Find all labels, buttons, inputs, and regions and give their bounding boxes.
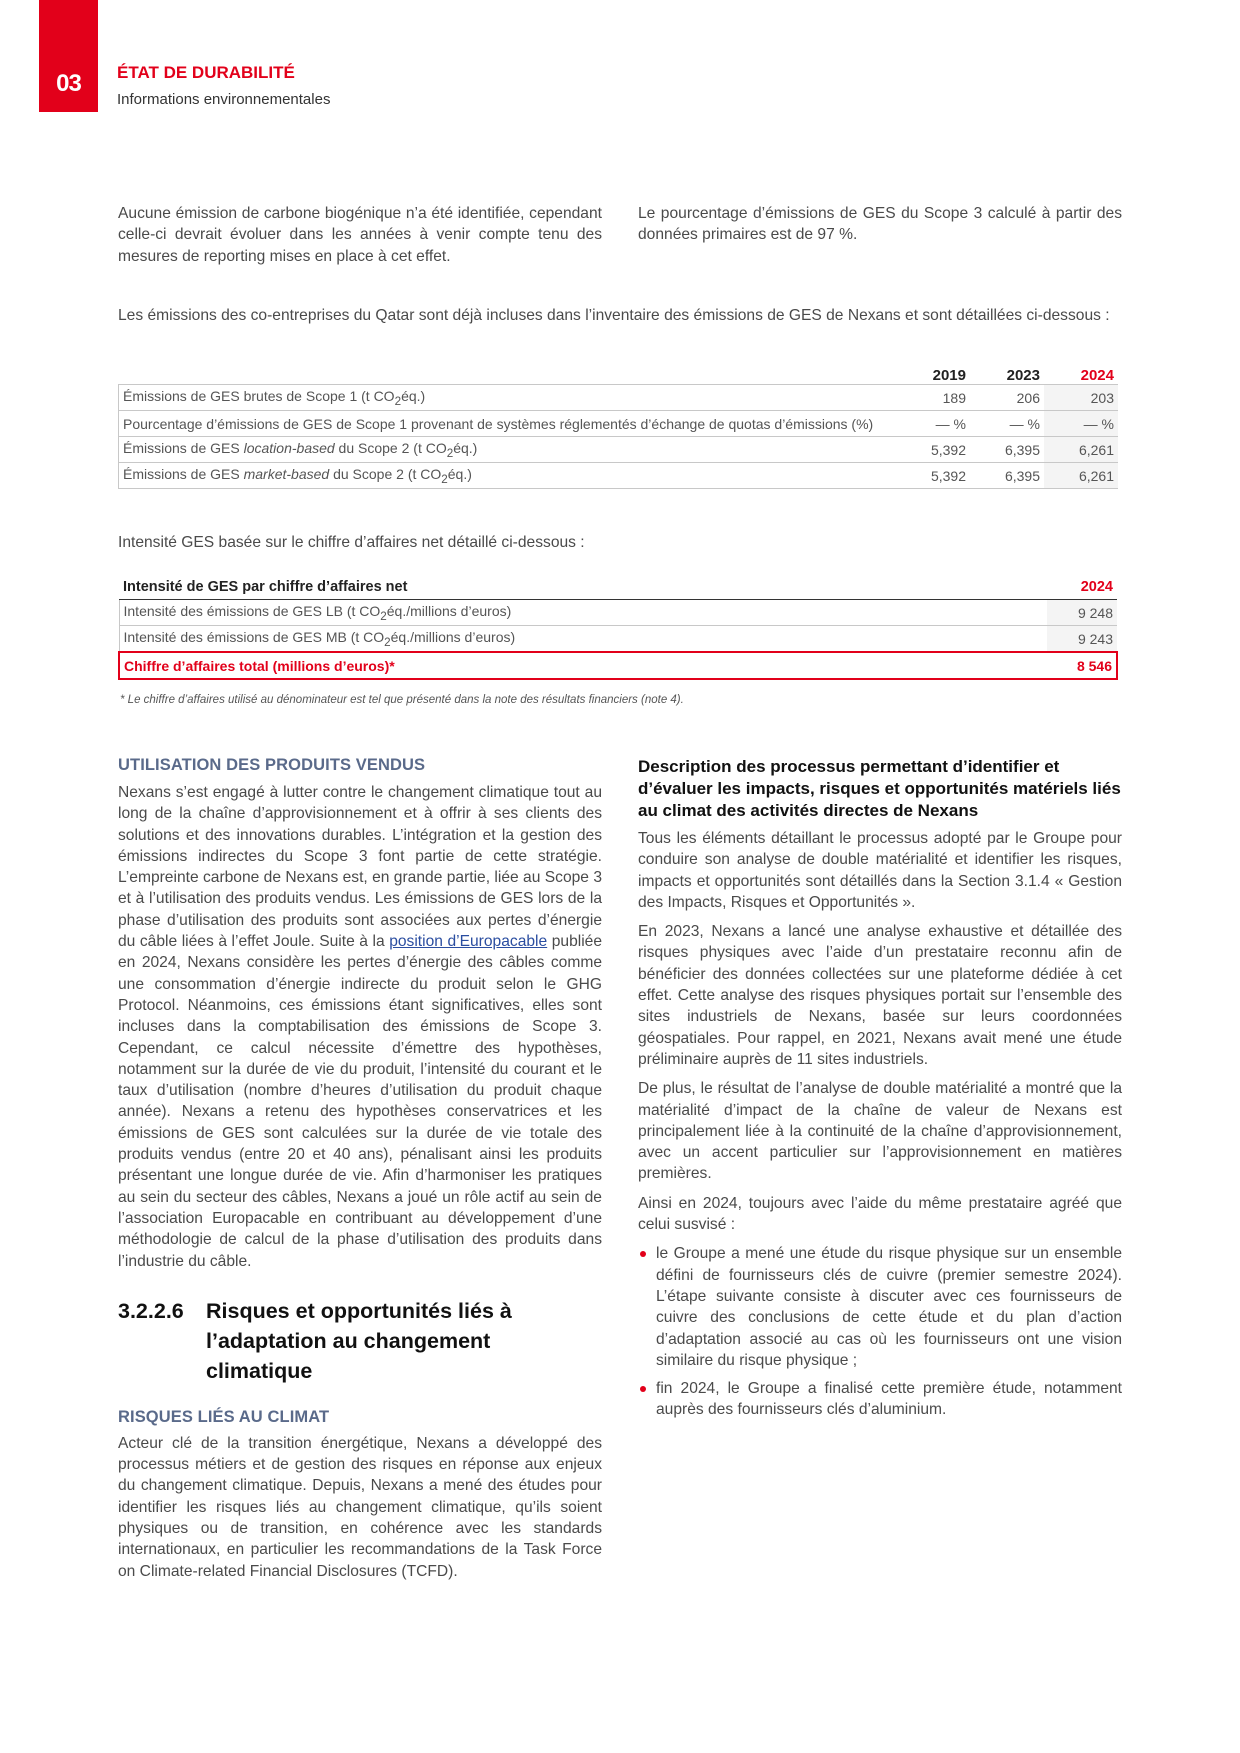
section-title: Risques et opportunités liés à l’adaptation au changement climatique — [206, 1298, 512, 1383]
process-paragraph-1: Tous les éléments détaillant le processus adopté par le Groupe pour conduire son analyse de double matérialité et identifier les risques, impacts et opportunités sont détaillés dans la Section 3.1.4 « Gestion des Impacts, Risques et Opportunités ». — [638, 830, 1122, 911]
cell-value: 9 248 — [1047, 600, 1117, 626]
ghg-intensity-table — [118, 575, 1118, 680]
cell-2023: — % — [970, 411, 1044, 437]
row-label: Émissions de GES location-based du Scope 2 (t $CO_2éq$.) — [119, 437, 897, 463]
table-footnote: * Le chiffre d’affaires utilisé au dénominateur est tel que présenté dans la note des résultats financiers (note 4). — [120, 694, 684, 706]
total-value: 8 546 — [1047, 652, 1117, 679]
process-paragraph-2: En 2023, Nexans a lancé une analyse exhaustive et détaillée des risques physiques avec l’aide d’un prestataire reconnu afin de bénéficier des données collectées sur une plateforme dédiée à cet effet. Cette analyse des risques physiques portait sur l’ensemble des sites industriels de Nexans, basée sur leurs coordonnées géospatiales. Pour rappel, en 2021, Nexans avait mené une étude préliminaire auprès de 11 sites industriels. — [638, 923, 1122, 1068]
table-row — [119, 411, 1119, 437]
row-label: Intensité des émissions de GES LB (t $CO_2éq$./millions d’euros) — [119, 600, 1047, 626]
intensity-header-label: Intensité de GES par chiffre d’affaires net — [119, 575, 1047, 600]
table-row — [119, 600, 1117, 626]
chapter-tab — [39, 0, 98, 112]
row-label: Intensité des émissions de GES MB (t $CO_2éq$./millions d’euros) — [119, 626, 1047, 653]
cell-2019: — % — [896, 411, 970, 437]
page-section-title: ÉTAT DE DURABILITÉ — [117, 63, 295, 82]
climate-risks-paragraph: Acteur clé de la transition énergétique, Nexans a développé des processus métiers et de gestion des risques en réponse aux enjeux du changement climatique. Depuis, Nexans a mené des études pour identifier les risques liés au changement climatique, qu’ils soient physiques ou de transition, en cohérence avec les standards internationaux, en particulier les recommandations de la Task Force on Climate-related Financial Disclosures (TCFD). — [118, 1434, 602, 1580]
process-paragraph-3: De plus, le résultat de l’analyse de double matérialité a montré que la matérialité d’impact de la chaîne de valeur de Nexans est principalement liée à la continuité de la chaîne d’approvisionnement, avec un accent particulier sur l’approvisionnement en matières premières. — [638, 1080, 1122, 1183]
table-header-row — [119, 362, 1119, 385]
table-row — [119, 437, 1119, 463]
row-label: Émissions de GES market-based du Scope 2 (t $CO_2éq$.) — [119, 463, 897, 489]
list-item: fin 2024, le Groupe a finalisé cette première étude, notamment auprès des fournisseurs clés d’aluminium. — [638, 1378, 1122, 1421]
cell-value: 9 243 — [1047, 626, 1117, 653]
total-label: Chiffre d’affaires total (millions d’euros)* — [119, 652, 1047, 679]
process-paragraph-4: Ainsi en 2024, toujours avec l’aide du même prestataire agréé que celui susvisé : — [638, 1194, 1122, 1234]
europacable-position-link[interactable]: position d’Europacable — [389, 933, 548, 951]
intensity-header-year: 2024 — [1047, 575, 1117, 600]
list-item: le Groupe a mené une étude du risque physique sur un ensemble défini de fournisseurs clés de cuivre (premier semestre 2024). L’étape suivante consiste à discuter avec ces fournisseurs de cuivre des conclusions de cette étude et du plan d’action d’adaptation associé au cas où les fournisseurs ont une vision similaire du risque physique ; — [638, 1243, 1122, 1371]
row-label: Pourcentage d’émissions de GES de Scope 1 provenant de systèmes réglementés d’échange de quotas d’émissions (%) — [119, 411, 897, 437]
left-column — [118, 756, 602, 1582]
cell-2023: 6,395 — [970, 437, 1044, 463]
total-revenue-row — [119, 652, 1117, 679]
year-header-current: 2024 — [1080, 367, 1114, 384]
qatar-emissions-table — [118, 362, 1118, 489]
cell-2024: 203 — [1044, 385, 1118, 411]
chapter-number: 03 — [56, 70, 81, 97]
bullet-list — [638, 1243, 1122, 1420]
cell-2024: — % — [1044, 411, 1118, 437]
cell-2024: 6,261 — [1044, 437, 1118, 463]
year-header: 2023 — [1006, 367, 1040, 384]
year-header: 2019 — [932, 367, 966, 384]
cell-2023: 206 — [970, 385, 1044, 411]
section-heading — [118, 1296, 602, 1386]
scope3-primary-data-paragraph: Le pourcentage d’émissions de GES du Scope 3 calculé à partir des données primaires est de 97 %. — [638, 205, 1122, 244]
intensity-intro: Intensité GES basée sur le chiffre d’affaires net détaillé ci-dessous : — [118, 534, 585, 551]
cell-2023: 6,395 — [970, 463, 1044, 489]
cell-2019: 189 — [896, 385, 970, 411]
page-section-subtitle: Informations environnementales — [117, 91, 331, 108]
cell-2019: 5,392 — [896, 463, 970, 489]
table-row — [119, 463, 1119, 489]
cell-2024: 6,261 — [1044, 463, 1118, 489]
table-header-row — [119, 575, 1117, 600]
section-number: 3.2.2.6 — [118, 1298, 184, 1323]
table-row — [119, 385, 1119, 411]
process-description-heading: Description des processus permettant d’identifier et d’évaluer les impacts, risques et opportunités matériels liés au climat des activités directes de Nexans — [638, 757, 1121, 820]
table-row — [119, 626, 1117, 653]
cell-2019: 5,392 — [896, 437, 970, 463]
qatar-jv-paragraph: Les émissions des co-entreprises du Qatar sont déjà incluses dans l’inventaire des émissions de GES de Nexans et sont détaillées ci-dessous : — [118, 307, 1110, 324]
climate-risks-heading: RISQUES LIÉS AU CLIMAT — [118, 1407, 330, 1426]
row-label: Émissions de GES brutes de Scope 1 (t $CO_2éq$.) — [119, 385, 897, 411]
products-sold-paragraph: Nexans s’est engagé à lutter contre le changement climatique tout au long de la chaîne d’approvisionnement et à offrir à ses clients des solutions et des innovations durables. L’intégration et la gestion des émissions indirectes du Scope 3 font partie de cette stratégie. L’empreinte carbone de Nexans est, en grande partie, liée au Scope 3 et à l’utilisation des produits vendus. Les émissions de GES lors de la phase d’utilisation des produits sont associées aux pertes d’énergie du câble liées à l’effet Joule. Suite à la position d’Europacable publiée en 2024, Nexans considère les pertes d’énergie des câbles comme une consommation d’énergie indirecte du produit selon le GHG Protocol. Néanmoins, ces émissions étant significatives, elles sont incluses dans la comptabilisation des émissions de Scope 3. Cependant, ce calcul nécessite d’émettre des hypothèses, notamment sur la durée de vie du produit, l’intensité du courant et le taux d’utilisation (nombre d’heures d’utilisation du produit chaque année). Nexans a retenu des hypothèses conservatrices et les émissions de GES sont calculées sur la durée de vie totale des produits vendus (entre 20 et 40 ans), pénalisant ainsi les produits présentant une longue durée de vie. Afin d’harmoniser les pratiques au sein du secteur des câbles, Nexans a joué un rôle actif au sein de l’association Europacable en contribuant au développement d’une méthodologie de calcul de la phase d’utilisation des produits dans l’industrie du câble. — [118, 784, 603, 1270]
biogenic-carbon-paragraph: Aucune émission de carbone biogénique n’a été identifiée, cependant celle-ci devrait évoluer dans les années à venir compte tenu des mesures de reporting mises en place à cet effet. — [118, 205, 602, 265]
right-column — [638, 756, 1122, 1421]
products-sold-heading: UTILISATION DES PRODUITS VENDUS — [118, 756, 426, 774]
